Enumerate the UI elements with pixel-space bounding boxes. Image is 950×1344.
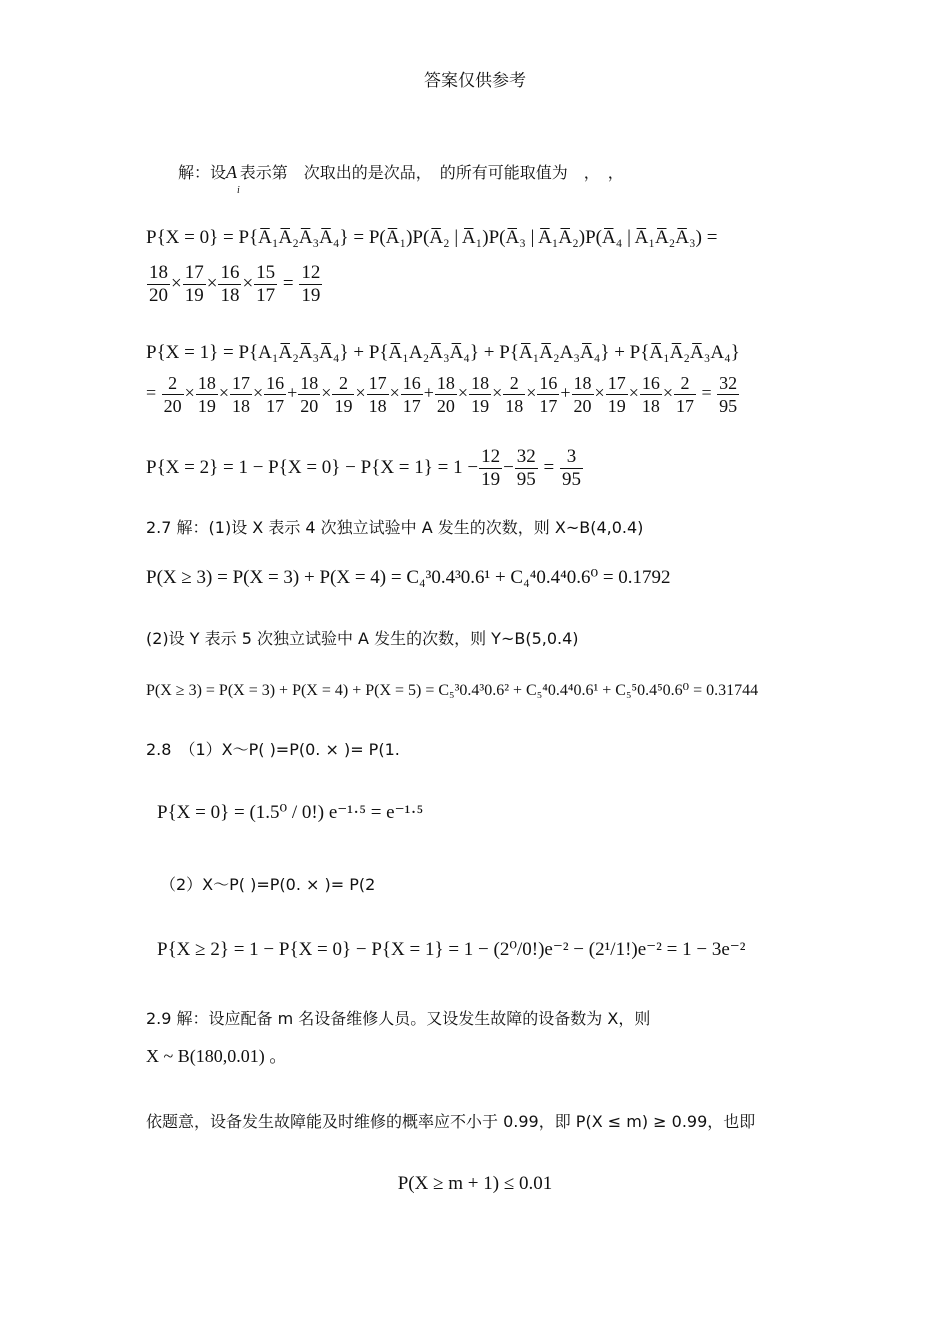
fraction: $\frac{2}{17}$: [676, 373, 694, 416]
fraction: $\frac{17}{19}$: [607, 373, 626, 416]
s29-line1: 2.9 解：设应配备 m 名设备维修人员。又设发生故障的设备数为 X，则: [146, 1009, 651, 1028]
fraction: $\frac{17}{19}$: [184, 262, 204, 306]
fraction: $\frac{2}{20}$: [163, 373, 182, 416]
fraction: $\frac{18}{19}$: [471, 373, 490, 416]
eq-p2-left: P{X = 2} = 1 − P{X = 0} − P{X = 1} = 1 −: [146, 456, 479, 478]
intro-text-b: 表示第 次取出的是次品， 的所有可能取值为 ， ，: [239, 163, 624, 182]
eq-p2: P{X = 2} = 1 − P{X = 0} − P{X = 1} = 1 − $\frac{12}{19}$ − $\frac{32}{95}$ = $\frac{3}{95}$: [146, 446, 581, 490]
fraction: $\frac{18}{20}$: [300, 373, 319, 416]
s27-eq2: P(X ≥ 3) = P(X = 3) + P(X = 4) + P(X = 5) = C₅³0.4³0.6² + C₅⁴0.4⁴0.6¹ + C₅⁵0.4⁵0.6⁰ = 0.31744: [146, 682, 759, 699]
intro-text-a: 解：设: [178, 163, 227, 182]
fraction: $\frac{18}{19}$: [197, 373, 216, 416]
fraction: $\frac{2}{19}$: [334, 373, 353, 416]
s27-eq1: P(X ≥ 3) = P(X = 3) + P(X = 4) = C₄³0.4³0.6¹ + C₄⁴0.4⁴0.6⁰ = 0.1792: [146, 567, 671, 588]
intro-line: [178, 160, 624, 196]
s29-eq: P(X ≥ m + 1) ≤ 0.01: [397, 1173, 553, 1194]
page-header: 答案仅供参考: [424, 71, 526, 91]
eq-p0-line2: $\frac{18}{20}$ × $\frac{17}{19}$ × $\frac{16}{18}$ × $\frac{15}{17}$ = $\frac{12}{19}$: [149, 262, 321, 306]
fraction: $\frac{18}{20}$: [149, 262, 168, 306]
s27-sub2: (2)设 Y 表示 5 次独立试验中 A 发生的次数，则 Y~B(5,0.4): [146, 629, 579, 648]
fraction: $\frac{16}{17}$: [539, 373, 558, 416]
s28-eq1: P{X = 0} = (1.5⁰ / 0!) e⁻¹·⁵ = e⁻¹·⁵: [157, 802, 424, 823]
fraction: $\frac{12}{19}$: [301, 262, 321, 306]
s27-heading: 2.7 解：(1)设 X 表示 4 次独立试验中 A 发生的次数，则 X~B(4,0.4): [146, 518, 644, 537]
fraction: $\frac{16}{17}$: [266, 373, 285, 416]
fraction: $\frac{2}{18}$: [505, 373, 524, 416]
s29-line2: X ~ B(180,0.01) 。: [146, 1046, 288, 1066]
fraction: $\frac{15}{17}$: [256, 262, 276, 306]
s29-line3: 依题意，设备发生故障能及时维修的概率应不小于 0.99，即 P(X ≤ m) ≥ 0.99，也即: [146, 1112, 756, 1131]
fraction: $\frac{18}{20}$: [573, 373, 592, 416]
s28-line1: 2.8 （1）X～P( )=P(0. × )= P(1.: [146, 740, 400, 759]
fraction: $\frac{32}{95}$: [516, 446, 536, 490]
eq-p1-line1: P{X = 1} = P{A₁A̅₂A̅₃A̅₄} + P{A̅₁A₂A̅₃A̅₄} + P{A̅₁A̅₂A₃A̅₄} + P{A̅₁A̅₂A̅₃A₄}: [146, 342, 740, 363]
fraction: $\frac{32}{95}$: [719, 373, 738, 416]
var-a-i: $A_i$: [226, 162, 240, 196]
fraction: $\frac{17}{18}$: [368, 373, 387, 416]
eq-p0-line1: P{X = 0} = P{A̅₁A̅₂A̅₃A̅₄} = P(A̅₁)P(A̅₂ | A̅₁)P(A̅₃ | A̅₁A̅₂)P(A̅₄ | A̅₁A̅₂A̅₃) =: [146, 227, 718, 248]
fraction: $\frac{18}{20}$: [436, 373, 455, 416]
fraction: $\frac{3}{95}$: [562, 446, 581, 490]
s28-eq2: P{X ≥ 2} = 1 − P{X = 0} − P{X = 1} = 1 − (2⁰/0!)e⁻² − (2¹/1!)e⁻² = 1 − 3e⁻²: [157, 939, 746, 960]
fraction: $\frac{17}{18}$: [231, 373, 250, 416]
fraction: $\frac{16}{18}$: [220, 262, 240, 306]
eq-p1-line2: = $\frac{2}{20}$ × $\frac{18}{19}$ × $\frac{17}{18}$ × $\frac{16}{17}$ + $\frac{18}{20}$ × $\frac{2}{19}$ × $\frac{17}{18}$ × $\frac{16}{17}$ + $\frac{18}{20}$ × $\frac{18}{19}$ × $\frac{2}{18}$ × $\frac{16}{17}$ + $\frac{18}{20}$ × $\frac{17}{19}$ × $\frac{16}{18}$ × $\frac{2}{17}$ = $\frac{32}{95}$: [146, 373, 738, 416]
fraction: $\frac{16}{17}$: [402, 373, 421, 416]
s28-line2: （2）X～P( )=P(0. × )= P(2: [160, 875, 376, 894]
fraction: $\frac{16}{18}$: [641, 373, 660, 416]
fraction: $\frac{12}{19}$: [481, 446, 501, 490]
